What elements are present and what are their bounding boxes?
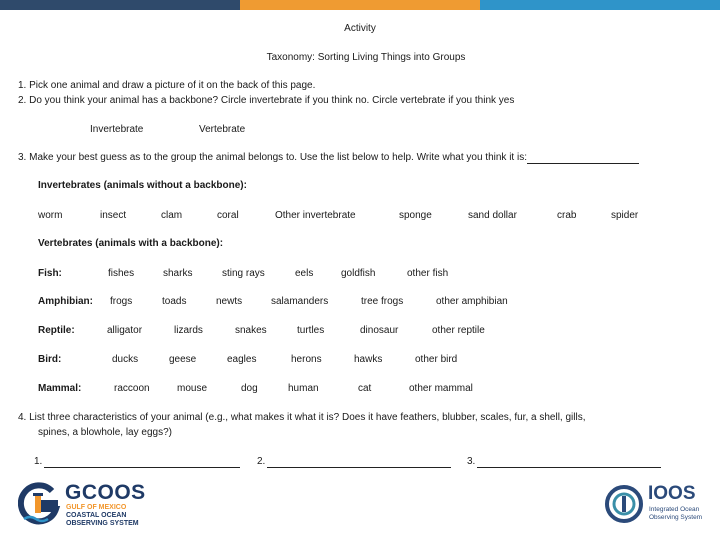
vertebrate-item: hawks xyxy=(354,354,383,365)
answer-2-blank[interactable] xyxy=(267,457,451,468)
vertebrate-item: other reptile xyxy=(432,325,485,336)
answer-1-blank[interactable] xyxy=(44,457,240,468)
vertebrate-item: alligator xyxy=(107,325,143,336)
vertebrate-item: eagles xyxy=(227,354,257,365)
vertebrate-item: salamanders xyxy=(271,296,329,307)
vertebrate-item: tree frogs xyxy=(361,296,404,307)
invertebrates-heading: Invertebrates (animals without a backbone): xyxy=(38,180,247,191)
answer-3-number: 3. xyxy=(467,456,476,467)
invertebrate-item: clam xyxy=(161,210,183,221)
group-label-amphibian: Amphibian: xyxy=(38,296,93,307)
invertebrate-item: worm xyxy=(38,210,63,221)
invertebrate-item: crab xyxy=(557,210,577,221)
vertebrate-item: cat xyxy=(358,383,372,394)
vertebrate-item: other bird xyxy=(415,354,458,365)
vertebrate-item: other amphibian xyxy=(436,296,508,307)
vertebrate-item: snakes xyxy=(235,325,267,336)
gcoos-tagline-2: COASTAL OCEAN xyxy=(66,512,127,519)
vertebrate-item: human xyxy=(288,383,319,394)
vertebrate-item: newts xyxy=(216,296,243,307)
invertebrate-item: coral xyxy=(217,210,239,221)
group-label-reptile: Reptile: xyxy=(38,325,75,336)
gcoos-tagline-1: GULF OF MEXICO xyxy=(66,504,127,511)
ioos-tagline-1: Integrated Ocean xyxy=(649,506,700,513)
group-label-fish: Fish: xyxy=(38,268,62,279)
top-bar-blue-segment xyxy=(480,0,720,10)
question-4-line-2: spines, a blowhole, lay eggs?) xyxy=(38,427,172,438)
choice-invertebrate[interactable]: Invertebrate xyxy=(90,124,144,135)
vertebrate-item: lizards xyxy=(174,325,203,336)
ioos-name: IOOS xyxy=(648,483,696,504)
question-2: 2. Do you think your animal has a backbone? Circle invertebrate if you think no. Circle vertebrate if you think yes xyxy=(18,95,515,106)
gcoos-name: GCOOS xyxy=(65,481,146,504)
answer-3-blank[interactable] xyxy=(477,457,661,468)
answer-1 xyxy=(34,456,240,468)
vertebrate-item: other mammal xyxy=(409,383,473,394)
gcoos-logo xyxy=(18,481,178,527)
answer-1-number: 1. xyxy=(34,456,43,467)
vertebrate-item: sting rays xyxy=(222,268,265,279)
ioos-logo xyxy=(604,482,708,526)
ioos-tagline-2: Observing System xyxy=(649,514,703,521)
group-label-mammal: Mammal: xyxy=(38,383,82,394)
gcoos-tagline-3: OBSERVING SYSTEM xyxy=(66,520,139,527)
vertebrate-item: raccoon xyxy=(114,383,150,394)
vertebrate-item: fishes xyxy=(108,268,135,279)
page-title: Taxonomy: Sorting Living Things into Groups xyxy=(266,52,466,63)
top-bar-orange-segment xyxy=(240,0,480,10)
question-3-answer-blank[interactable] xyxy=(527,153,639,164)
vertebrate-item: goldfish xyxy=(341,268,376,279)
vertebrate-item: frogs xyxy=(110,296,133,307)
vertebrate-item: turtles xyxy=(297,325,325,336)
answer-3 xyxy=(467,456,661,468)
invertebrate-item: Other invertebrate xyxy=(275,210,356,221)
answer-2-number: 2. xyxy=(257,456,266,467)
vertebrate-item: ducks xyxy=(112,354,139,365)
invertebrate-item: insect xyxy=(100,210,127,221)
question-3 xyxy=(18,152,639,164)
vertebrate-item: herons xyxy=(291,354,322,365)
answer-2 xyxy=(257,456,451,468)
question-3-text: 3. Make your best guess as to the group the animal belongs to. Use the list below to help. Write what you think it is: xyxy=(18,152,527,163)
invertebrate-item: spider xyxy=(611,210,639,221)
question-4-line-1: 4. List three characteristics of your animal (e.g., what makes it what it is? Does it have feathers, blubber, scales, fur, a shell, gills, xyxy=(18,412,586,423)
choice-vertebrate[interactable]: Vertebrate xyxy=(199,124,246,135)
invertebrate-item: sponge xyxy=(399,210,432,221)
question-1: 1. Pick one animal and draw a picture of it on the back of this page. xyxy=(18,80,316,91)
vertebrate-item: toads xyxy=(162,296,187,307)
group-label-bird: Bird: xyxy=(38,354,62,365)
vertebrate-item: eels xyxy=(295,268,314,279)
vertebrate-item: geese xyxy=(169,354,197,365)
vertebrate-item: mouse xyxy=(177,383,208,394)
activity-heading: Activity xyxy=(344,23,376,34)
top-bar-navy-segment xyxy=(0,0,240,10)
gcoos-emblem-icon xyxy=(18,481,62,527)
ioos-emblem-icon xyxy=(604,484,644,524)
invertebrate-item: sand dollar xyxy=(468,210,517,221)
vertebrate-item: other fish xyxy=(407,268,449,279)
vertebrate-item: dinosaur xyxy=(360,325,399,336)
top-color-bar xyxy=(0,0,720,10)
vertebrates-heading: Vertebrates (animals with a backbone): xyxy=(38,238,224,249)
vertebrate-item: dog xyxy=(241,383,258,394)
vertebrate-item: sharks xyxy=(163,268,193,279)
